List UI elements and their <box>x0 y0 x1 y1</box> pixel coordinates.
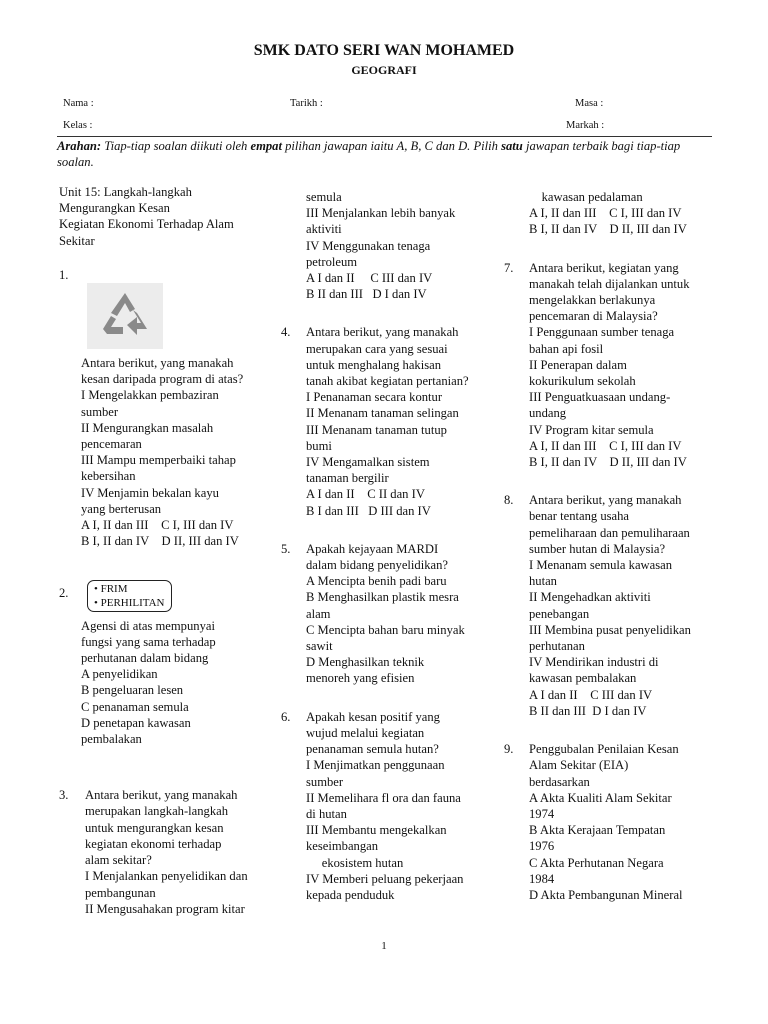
unit-line: Kegiatan Ekonomi Terhadap Alam <box>59 217 234 232</box>
question-number: 2. <box>59 586 69 601</box>
question-line: Alam Sekitar (EIA) <box>529 758 629 773</box>
question-line: I Penanaman secara kontur <box>306 390 443 405</box>
answer-options: A I, II dan III C I, III dan IV <box>81 518 234 533</box>
question-3-continued <box>306 189 501 302</box>
question-number: 3. <box>59 788 69 803</box>
question-line: A penyelidikan <box>81 667 158 682</box>
question-line: D Akta Pembangunan Mineral <box>529 887 683 902</box>
question-line: penanaman semula hutan? <box>306 742 439 757</box>
question-line: undang <box>529 406 567 421</box>
question-line: IV Program kitar semula <box>529 422 654 437</box>
question-line: 1974 <box>529 806 555 821</box>
question-line: IV Memberi peluang pekerjaan <box>306 871 464 886</box>
question-line: A Akta Kualiti Alam Sekitar <box>529 790 672 805</box>
question-line: II Memelihara fl ora dan fauna <box>306 790 461 805</box>
question-line: II Mengehadkan aktiviti <box>529 590 651 605</box>
question-line: manakah telah dijalankan untuk <box>529 276 690 291</box>
question-line: D penetapan kawasan <box>81 715 191 730</box>
answer-options: B I dan III D III dan IV <box>306 503 431 518</box>
question-line: tanaman bergilir <box>306 471 389 486</box>
question-line: Agensi di atas mempunyai <box>81 618 215 633</box>
answer-options: A I dan II C III dan IV <box>306 271 433 286</box>
question-line: pencemaran di Malaysia? <box>529 309 658 324</box>
question-line: di hutan <box>306 806 347 821</box>
question-line: kawasan pembalakan <box>529 671 637 686</box>
question-number: 7. <box>504 260 514 275</box>
question-line: berdasarkan <box>529 774 590 789</box>
question-line: C Akta Perhutanan Negara <box>529 855 664 870</box>
question-line: tanah akibat kegiatan pertanian? <box>306 374 469 389</box>
question-line: III Mampu memperbaiki tahap <box>81 453 236 468</box>
question-line: B Menghasilkan plastik mesra <box>306 590 459 605</box>
question-line: merupakan cara yang sesuai <box>306 341 448 356</box>
school-name: SMK DATO SERI WAN MOHAMED <box>253 42 515 59</box>
question-line: pemeliharaan dan pemuliharaan <box>529 525 690 540</box>
question-6 <box>281 709 501 903</box>
question-number: 6. <box>281 709 291 724</box>
question-line: kesan daripada program di atas? <box>81 372 244 387</box>
question-line: III Menjalankan lebih banyak <box>306 206 456 221</box>
answer-options: A I dan II C III dan IV <box>529 687 653 702</box>
answer-options: A I dan II C II dan IV <box>306 487 425 502</box>
tarikh-field: Tarikh : <box>290 98 323 109</box>
question-line: menoreh yang efisien <box>306 671 415 686</box>
question-line: pencemaran <box>81 437 142 452</box>
question-line: Apakah kesan positif yang <box>306 709 440 724</box>
question-line: III Membina pusat penyelidikan <box>529 622 691 637</box>
unit-line: Sekitar <box>59 233 95 248</box>
question-5 <box>281 541 501 687</box>
question-line: III Penguatkuasaan undang- <box>529 390 671 405</box>
question-number: 9. <box>504 742 514 757</box>
answer-options: B II dan III D I dan IV <box>306 287 427 302</box>
question-line: sumber <box>306 774 344 789</box>
question-line: penebangan <box>529 606 590 621</box>
header-divider <box>57 136 712 137</box>
sign-item: • PERHILITAN <box>94 596 165 609</box>
question-line: fungsi yang sama terhadap <box>81 634 216 649</box>
question-line: Antara berikut, yang manakah <box>529 493 682 508</box>
question-line: perhutanan <box>529 639 585 654</box>
masa-field: Masa : <box>575 98 604 109</box>
page-number: 1 <box>381 940 387 952</box>
instructions-text-2: pilihan jawapan iaitu A, B, C dan D. Pilih <box>281 139 502 153</box>
question-line: aktiviti <box>306 222 342 237</box>
question-line: I Menjimatkan penggunaan <box>306 758 445 773</box>
question-line: C Mencipta bahan baru minyak <box>306 622 465 637</box>
question-line: IV Menjamin bekalan kayu <box>81 485 219 500</box>
question-line: sumber <box>81 404 119 419</box>
question-line: sawit <box>306 639 333 654</box>
question-line: mengelakkan berlakunya <box>529 293 656 308</box>
question-line: bahan api fosil <box>529 341 604 356</box>
recycle-icon <box>87 283 163 349</box>
column-3 <box>504 189 729 903</box>
question-9 <box>504 741 729 903</box>
question-line: 1976 <box>529 839 555 854</box>
question-line: Antara berikut, yang manakah <box>85 788 238 803</box>
question-line: untuk mengurangkan kesan <box>85 820 224 835</box>
question-line: III Membantu mengekalkan <box>306 823 447 838</box>
question-line: perhutanan dalam bidang <box>81 651 209 666</box>
markah-field: Markah : <box>566 120 605 131</box>
unit-line: Unit 15: Langkah-langkah <box>59 185 192 199</box>
question-line: II Penerapan dalam <box>529 357 627 372</box>
question-line: IV Mendirikan industri di <box>529 655 659 670</box>
question-line: IV Menggunakan tenaga <box>306 238 431 253</box>
kelas-field: Kelas : <box>63 120 93 131</box>
question-2 <box>59 582 274 747</box>
unit-title <box>59 184 274 249</box>
instructions-label: Arahan: <box>57 139 102 153</box>
question-line: pembalakan <box>81 732 142 747</box>
question-line: II Menanam tanaman selingan <box>306 406 459 421</box>
question-8 <box>504 492 729 719</box>
answer-options: B II dan III D I dan IV <box>529 703 647 718</box>
unit-line: Mengurangkan Kesan <box>59 201 170 216</box>
instructions-text-3: jawapan terbaik bagi tiap-tiap soalan. <box>57 139 681 169</box>
answer-options: B I, II dan IV D II, III dan IV <box>529 222 687 237</box>
question-line: C penanaman semula <box>81 699 189 714</box>
nama-field: Nama : <box>63 98 94 109</box>
question-line: yang berterusan <box>81 501 162 516</box>
question-number: 4. <box>281 325 291 340</box>
question-line: kawasan pedalaman <box>529 190 643 204</box>
question-number: 1. <box>59 267 69 282</box>
question-line: Antara berikut, kegiatan yang <box>529 260 679 275</box>
question-line: sumber hutan di Malaysia? <box>529 541 666 556</box>
question-line: bumi <box>306 438 332 453</box>
question-line: Penggubalan Penilaian Kesan <box>529 742 679 757</box>
question-line: hutan <box>529 574 557 589</box>
question-line: pembangunan <box>85 885 156 900</box>
question-6-continued <box>529 189 729 238</box>
question-line: III Menanam tanaman tutup <box>306 422 447 437</box>
question-line: D Menghasilkan teknik <box>306 655 425 670</box>
question-line: wujud melalui kegiatan <box>306 725 425 740</box>
question-line: B pengeluaran lesen <box>81 683 184 698</box>
column-1 <box>59 184 274 917</box>
question-line: kepada penduduk <box>306 887 395 902</box>
question-line: alam sekitar? <box>85 853 152 868</box>
instructions-bold-2: satu <box>501 139 523 153</box>
question-7 <box>504 260 729 471</box>
question-line: petroleum <box>306 254 358 269</box>
question-line: keseimbangan <box>306 839 379 854</box>
question-line: I Penggunaan sumber tenaga <box>529 325 675 340</box>
question-line: Apakah kejayaan MARDI <box>306 541 439 556</box>
question-number: 5. <box>281 541 291 556</box>
answer-options: B I, II dan IV D II, III dan IV <box>529 455 687 470</box>
agency-sign <box>87 580 172 612</box>
question-line: I Menjalankan penyelidikan dan <box>85 869 248 884</box>
question-line: merupakan langkah-langkah <box>85 804 229 819</box>
question-line: ekosistem hutan <box>306 855 404 870</box>
subject-title: GEOGRAFI <box>351 63 417 77</box>
question-line: alam <box>306 606 331 621</box>
question-line: A Mencipta benih padi baru <box>306 574 447 589</box>
question-line: B Akta Kerajaan Tempatan <box>529 823 666 838</box>
question-line: II Mengusahakan program kitar <box>85 901 245 916</box>
question-line: IV Mengamalkan sistem <box>306 455 430 470</box>
answer-options: A I, II dan III C I, III dan IV <box>529 438 682 453</box>
question-line: I Menanam semula kawasan <box>529 558 673 573</box>
question-line: kokurikulum sekolah <box>529 374 636 389</box>
question-line: Antara berikut, yang manakah <box>306 325 459 340</box>
question-number: 8. <box>504 493 514 508</box>
sign-item: • FRIM <box>94 582 128 595</box>
question-line: semula <box>306 190 342 204</box>
question-line: Antara berikut, yang manakah <box>81 356 234 371</box>
question-line: untuk menghalang hakisan <box>306 357 442 372</box>
question-line: benar tentang usaha <box>529 509 630 524</box>
question-1 <box>59 267 274 550</box>
question-line: dalam bidang penyelidikan? <box>306 558 448 573</box>
instructions <box>57 138 717 170</box>
answer-options: A I, II dan III C I, III dan IV <box>529 206 682 221</box>
question-line: kebersihan <box>81 469 136 484</box>
answer-options: B I, II dan IV D II, III dan IV <box>81 534 239 549</box>
question-4 <box>281 324 501 518</box>
question-line: kegiatan ekonomi terhadap <box>85 836 222 851</box>
question-line: I Mengelakkan pembaziran <box>81 388 219 403</box>
instructions-text-1: Tiap-tiap soalan diikuti oleh <box>101 139 251 153</box>
question-3 <box>59 787 274 917</box>
column-2 <box>281 189 501 903</box>
instructions-bold-1: empat <box>250 139 282 153</box>
question-line: II Mengurangkan masalah <box>81 420 214 435</box>
question-line: 1984 <box>529 871 555 886</box>
